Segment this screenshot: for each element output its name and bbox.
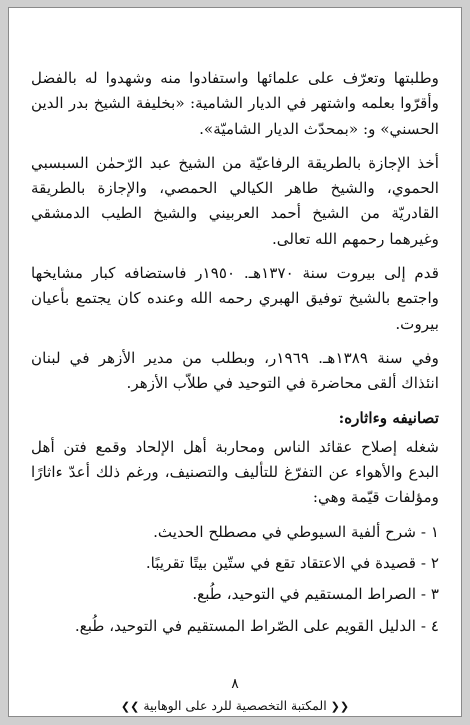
document-page (8, 7, 462, 717)
list-item: ٤ - الدليل القويم على الصّراط المستقيم في التوحيد، طُبع. (74, 616, 439, 635)
list-item: ٣ - الصراط المستقيم في التوحيد، طُبع. (192, 585, 439, 604)
section-paragraph: شغله إصلاح عقائد الناس ومحاربة أهل الإلحاد وقمع فتن أهل البدع والأهواء عن التفرّغ للتأليف والتصنيف، ورغم ذلك أعدّ ءاثارًا ومؤلفات قيّمة وهي: (31, 437, 439, 507)
footer (9, 698, 461, 713)
paragraph: وفي سنة ١٣٨٩هـ. ١٩٦٩ر، وبطلب من مدير الأزهر في لبنان انئذاك ألقى محاضرة في التوحيد في طلاّب الأزهر. (31, 348, 440, 393)
paragraph: وطلبتها وتعرّف على علمائها واستفادوا منه وشهدوا له بالفضل وأقرّوا بعلمه واشتهر في الديار الشامية: «بخليفة الشيخ بدر الدين الحسني» و: «بمحدّث الديار الشاميّة». (31, 69, 439, 138)
body-text (31, 66, 439, 645)
list-item: ٢ - قصيدة في الاعتقاد تقع في ستّين بيتًا تقريبًا. (145, 554, 439, 573)
ornament-icon: ❮❮ (330, 700, 350, 713)
page-number: ٨ (231, 676, 239, 692)
paragraph: قدم إلى بيروت سنة ١٣٧٠هـ. ١٩٥٠ر فاستضافه كبار مشايخها واجتمع بالشيخ توفيق الهبري رحمه الله وعنده كان يجتمع بأعيان بيروت. (31, 264, 439, 333)
footer-text: المكتبة التخصصية للرد على الوهابية (143, 698, 327, 713)
section-heading: تصانيفه وءاثاره: (338, 408, 439, 427)
paragraph: أخذ الإجازة بالطريقة الرفاعيّة من الشيخ عبد الرّحمٰن السبسبي الحموي، والشيخ طاهر الكيالي الحمصي، والإجازة بالطريقة القادريّة من الشيخ أحمد العربيني والشيخ الطيب الدمشقي وغيرهما رحمهم الله تعالى. (31, 153, 439, 248)
ornament-icon: ❯❯ (120, 700, 140, 713)
list-item: ١ - شرح ألفية السيوطي في مصطلح الحديث. (153, 522, 439, 541)
